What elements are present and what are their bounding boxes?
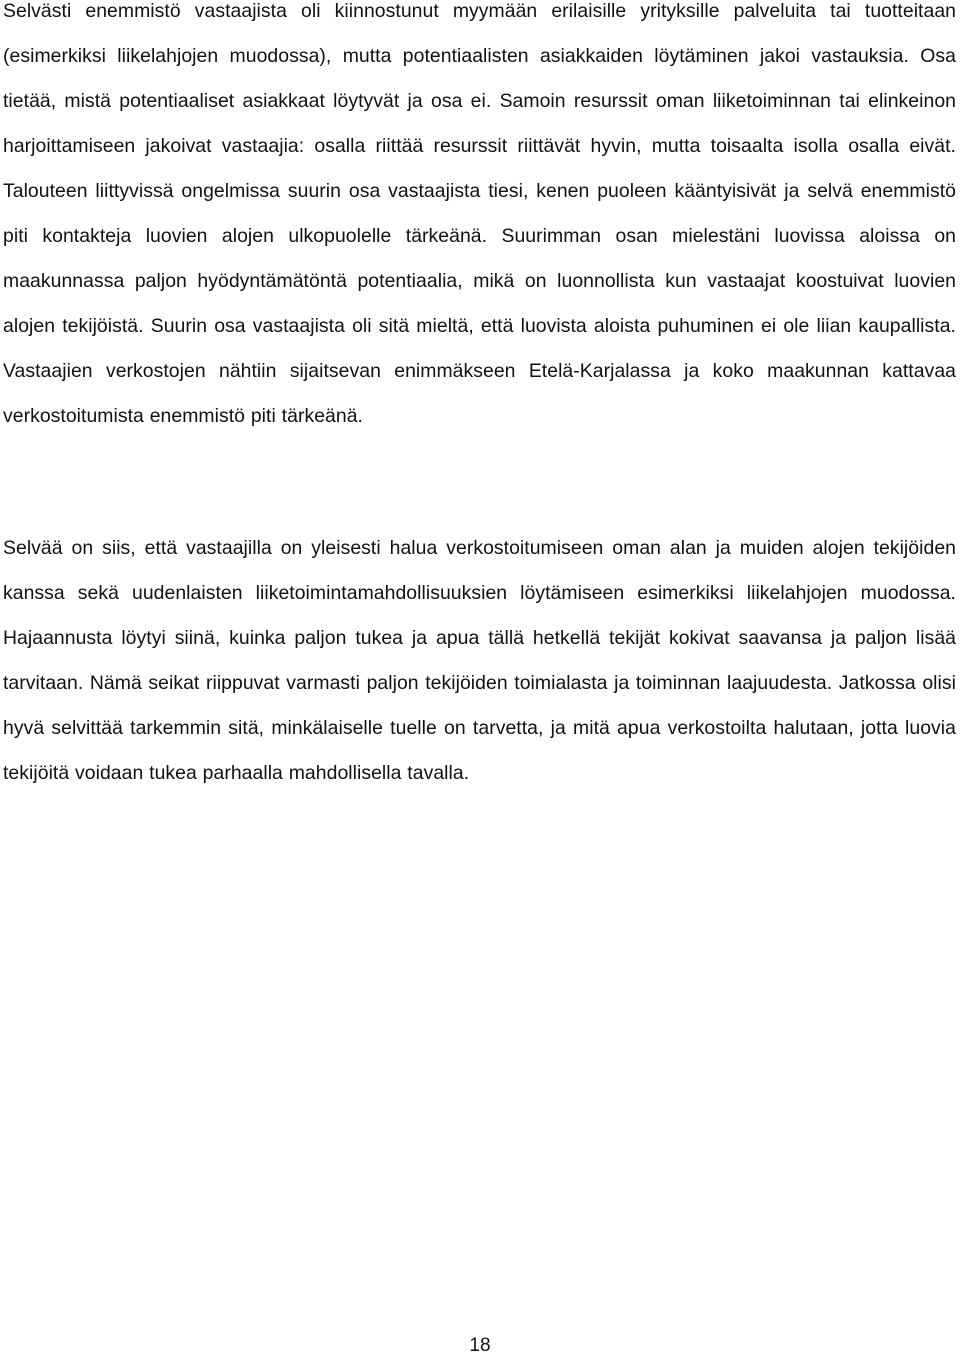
body-paragraph-2: Selvää on siis, että vastaajilla on yleisesti halua verkostoitumiseen oman alan ja muiden alojen tekijöiden kanssa sekä uudenlaisten liiketoimintamahdollisuuksien löytämiseen esimerkiksi liikelahjojen muodossa. Hajaannusta löytyi siinä, kuinka paljon tukea ja apua tällä hetkellä tekijät kokivat saavansa ja paljon lisää tarvitaan. Nämä seikat riippuvat varmasti paljon tekijöiden toimialasta ja toiminnan laajuudesta. Jatkossa olisi hyvä selvittää tarkemmin sitä, minkälaiselle tuelle on tarvetta, ja mitä apua verkostoilta halutaan, jotta luovia tekijöitä voidaan tukea parhaalla mahdollisella tavalla. xyxy=(3,537,956,784)
page-number: 18 xyxy=(469,1335,491,1356)
body-paragraph-1: Selvästi enemmistö vastaajista oli kiinnostunut myymään erilaisille yrityksille palveluita tai tuotteitaan (esimerkiksi liikelahjojen muodossa), mutta potentiaalisten asiakkaiden löytäminen jakoi vastauksia. Osa tietää, mistä potentiaaliset asiakkaat löytyvät ja osa ei. Samoin resurssit oman liiketoiminnan tai elinkeinon harjoittamiseen jakoivat vastaajia: osalla riittää resurssit riittävät hyvin, mutta toisaalta isolla osalla eivät. Talouteen liittyvissä ongelmissa suurin osa vastaajista tiesi, kenen puoleen kääntyisivät ja selvä enemmistö piti kontakteja luovien alojen ulkopuolelle tärkeänä. Suurimman osan mielestäni luovissa aloissa on maakunnassa paljon hyödyntämätöntä potentiaalia, mikä on luonnollista kun vastaajat koostuivat luovien alojen tekijöistä. Suurin osa vastaajista oli sitä mieltä, että luovista aloista puhuminen ei ole liian kaupallista. Vastaajien verkostojen nähtiin sijaitsevan enimmäkseen Etelä-Karjalassa ja koko maakunnan kattavaa verkostoitumista enemmistö piti tärkeänä. xyxy=(3,0,956,427)
